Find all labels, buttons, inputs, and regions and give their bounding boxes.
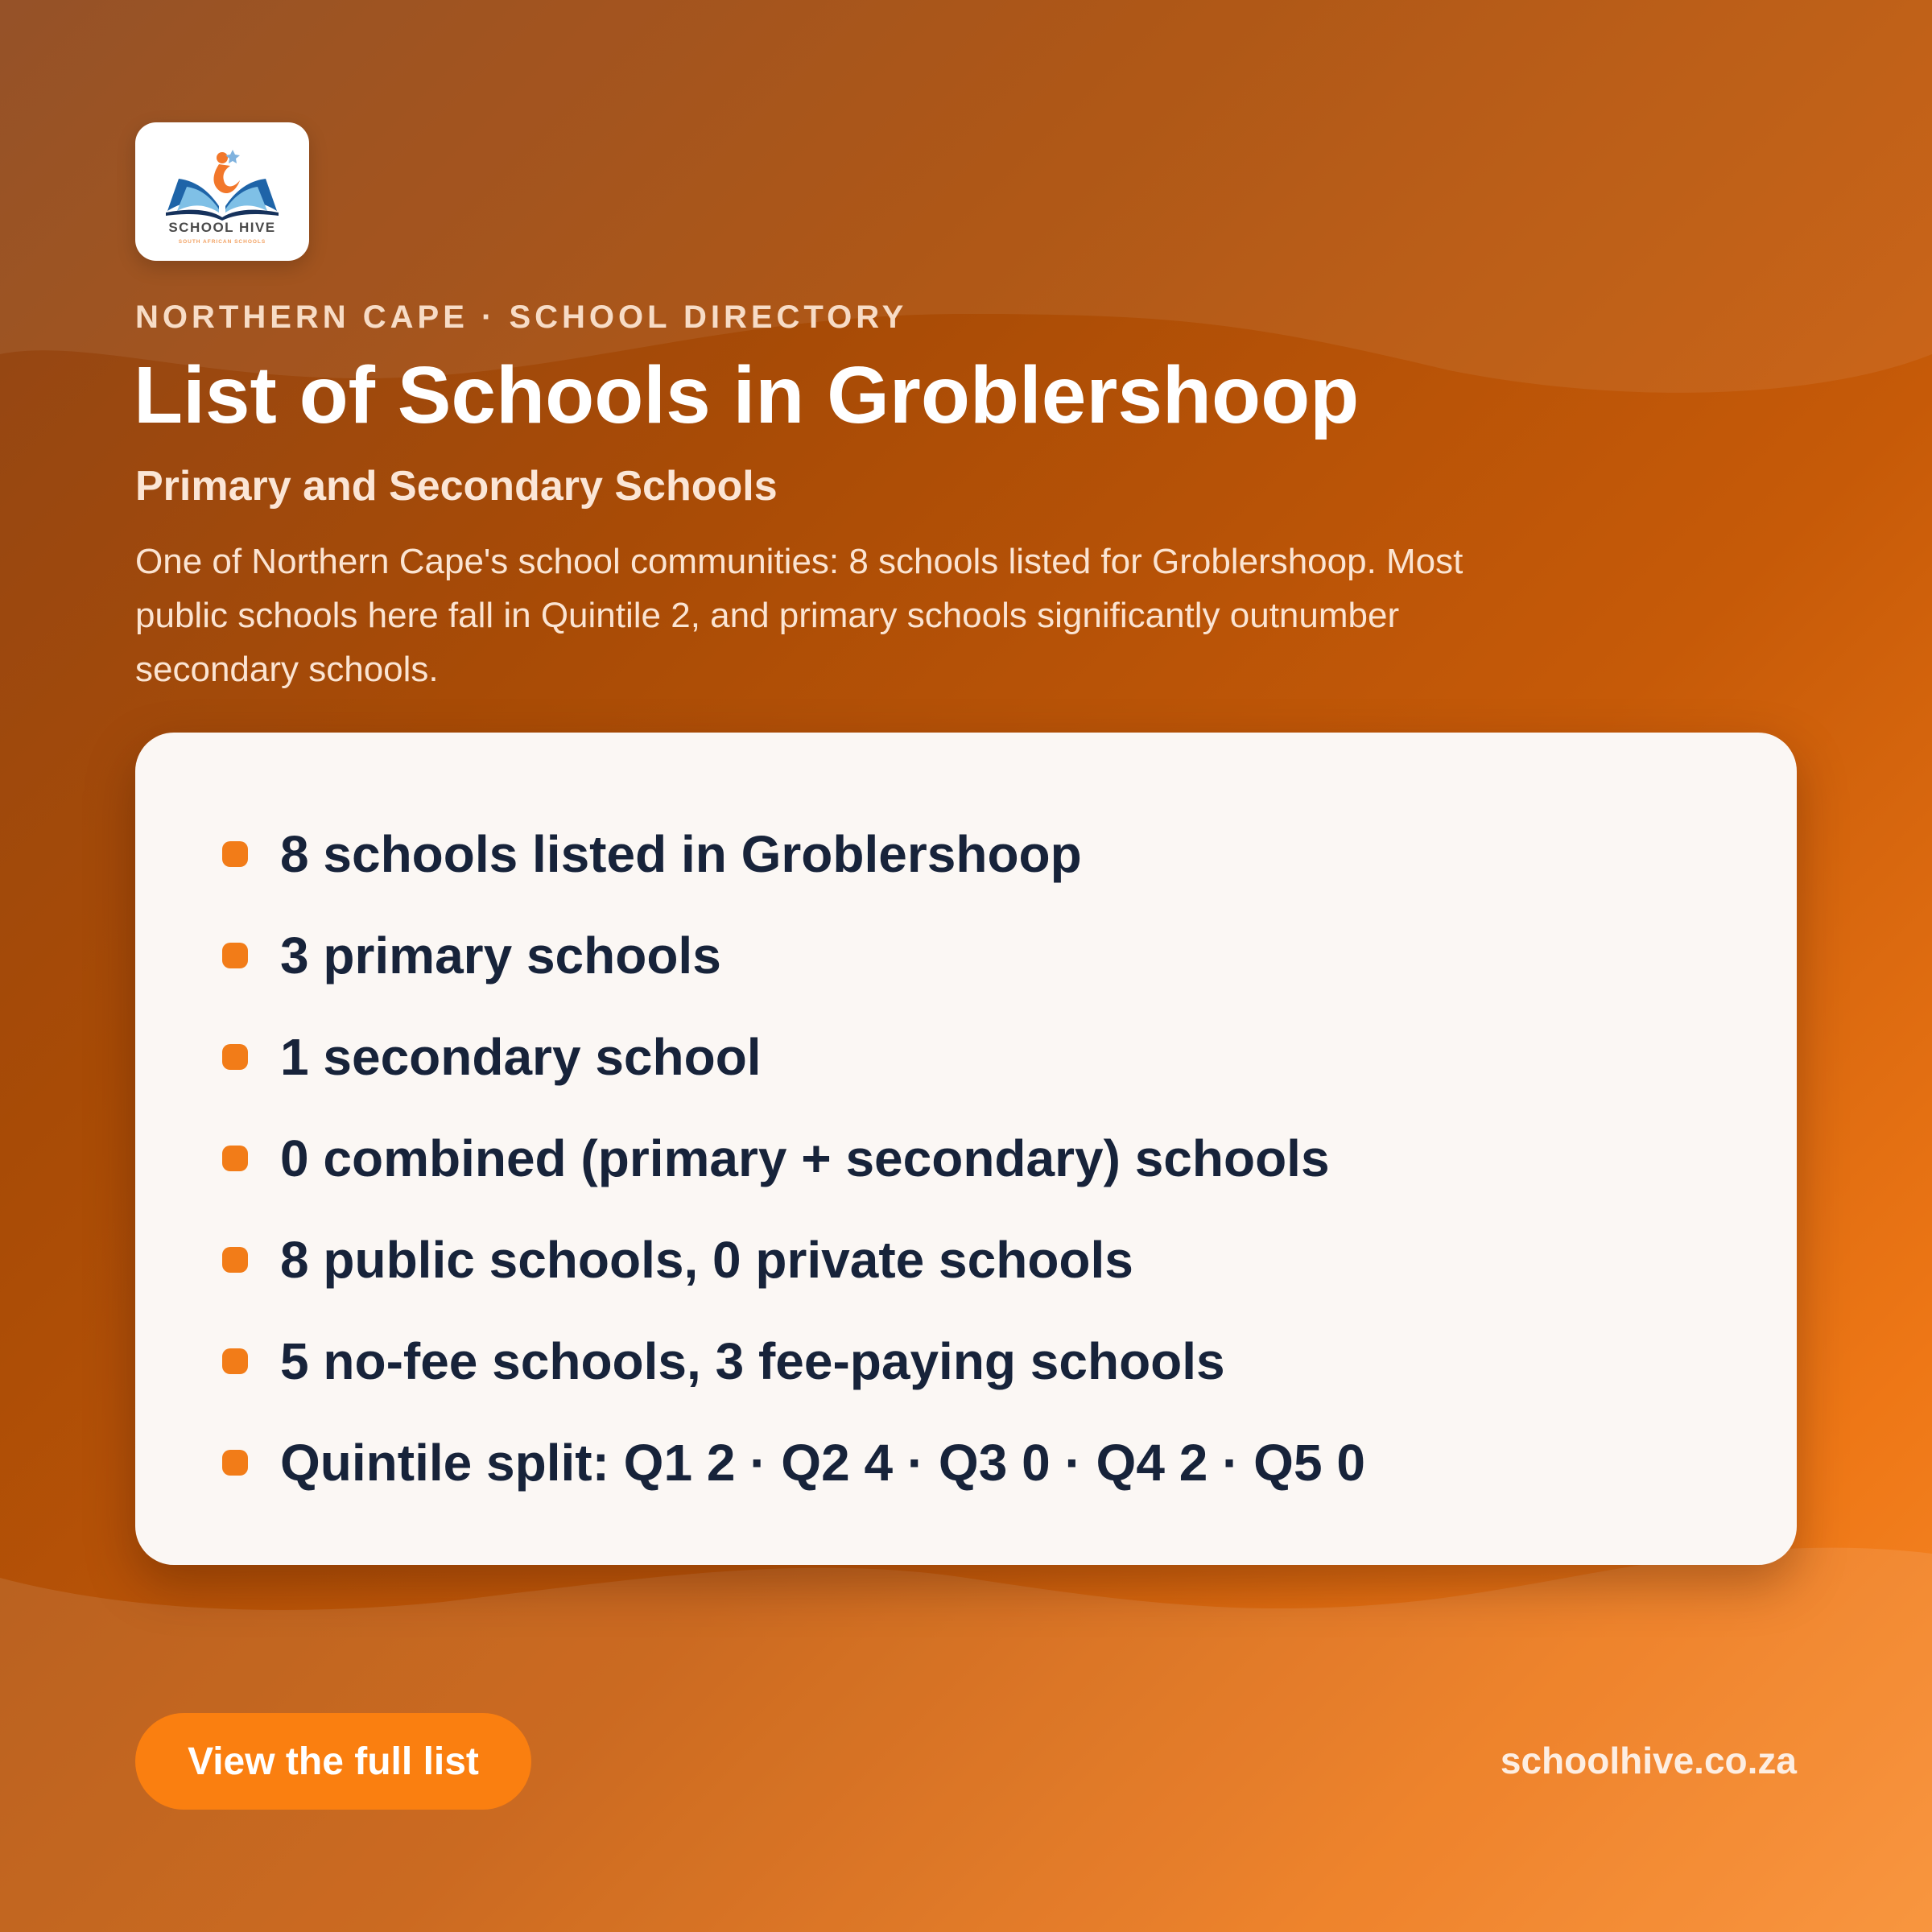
view-full-list-button[interactable]: View the full list: [135, 1713, 531, 1810]
bullet-icon: [222, 1348, 248, 1374]
open-book-icon: [166, 150, 279, 221]
stats-card: [135, 733, 1797, 1565]
bullet-icon: [222, 943, 248, 968]
bullet-icon: [222, 1247, 248, 1273]
intro-paragraph: One of Northern Cape's school communities: 8 schools listed for Groblershoop. Most public schools here fall in Quintile 2, and primary schools significantly outnumber secondary schools.: [135, 542, 1463, 689]
stat-item-combined: [222, 1108, 1365, 1209]
logo-tagline: SOUTH AFRICAN SCHOOLS: [178, 239, 266, 245]
section-kicker: NORTHERN CAPE · SCHOOL DIRECTORY: [135, 299, 908, 335]
page-subtitle: Primary and Secondary Schools: [135, 463, 778, 510]
page-title: List of Schools in Groblershoop: [134, 350, 1360, 440]
stat-text: Quintile split: Q1 2 · Q2 4 · Q3 0 · Q4 2 · Q5 0: [280, 1434, 1365, 1492]
stat-item-secondary: [222, 1006, 1365, 1108]
logo[interactable]: [135, 122, 309, 261]
bullet-icon: [222, 1450, 248, 1476]
stat-text: 1 secondary school: [280, 1028, 762, 1086]
bullet-icon: [222, 1044, 248, 1070]
stat-item-fees: [222, 1311, 1365, 1412]
bullet-icon: [222, 1146, 248, 1171]
stat-item-primary: [222, 905, 1365, 1006]
stat-text: 0 combined (primary + secondary) schools: [280, 1129, 1330, 1187]
stat-item-total: [222, 803, 1365, 905]
stat-text: 5 no-fee schools, 3 fee-paying schools: [280, 1332, 1225, 1390]
site-link[interactable]: schoolhive.co.za: [1500, 1740, 1797, 1781]
stats-list: [222, 803, 1365, 1513]
logo-text: SCHOOL HIVE: [168, 220, 276, 235]
stat-item-public-private: [222, 1209, 1365, 1311]
stat-text: 8 public schools, 0 private schools: [280, 1231, 1133, 1289]
stat-text: 8 schools listed in Groblershoop: [280, 825, 1082, 883]
bullet-icon: [222, 841, 248, 867]
stat-text: 3 primary schools: [280, 927, 721, 985]
stat-item-quintile: [222, 1412, 1365, 1513]
